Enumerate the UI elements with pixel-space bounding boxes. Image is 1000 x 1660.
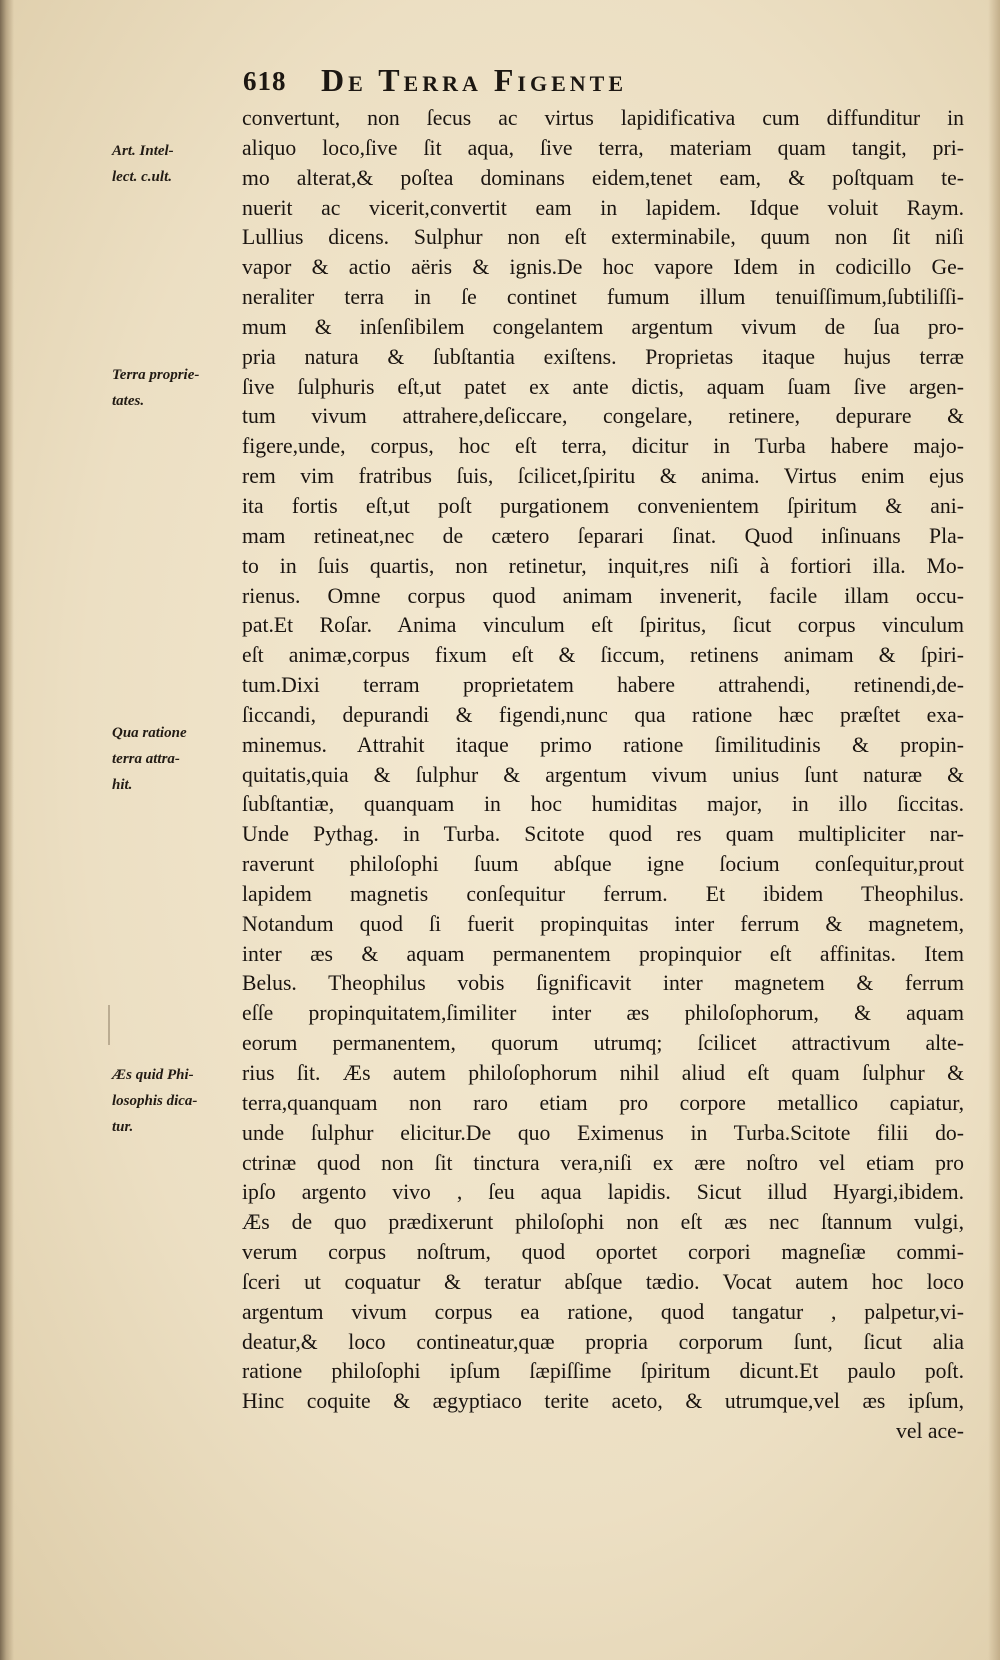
text-line: ſubſtantiæ, quanquam in hoc humiditas major, in illo ſiccitas.	[242, 792, 964, 817]
marginal-note: Terra proprie- tates.	[112, 367, 200, 409]
text-line: eſſe propinquitatem,ſimiliter inter æs philoſophorum, & aquam	[242, 1001, 964, 1026]
text-line: nuerit ac vicerit,convertit eam in lapidem. Idque voluit Raym.	[242, 195, 964, 220]
text-line: ctrinæ quod non ſit tinctura vera,niſi ex ære noſtro vel etiam pro	[242, 1150, 964, 1175]
text-line: ratione philoſophi ipſum ſæpiſſime ſpiritum dicunt.Et paulo poſt.	[242, 1359, 964, 1384]
text-line: minemus. Attrahit itaque primo ratione ſimilitudinis & propin-	[242, 732, 964, 757]
text-line: Æs de quo prædixerunt philoſophi non eſt æs nec ſtannum vulgi,	[242, 1210, 964, 1235]
text-line: neraliter terra in ſe continet fumum illum tenuiſſimum,ſubtiliſſi-	[242, 285, 964, 310]
running-head	[243, 58, 803, 102]
text-line: tum.Dixi terram proprietatem habere attrahendi, retinendi,de-	[242, 673, 964, 698]
text-line: lapidem magnetis conſequitur ferrum. Et ibidem Theophilus.	[242, 881, 964, 906]
text-line: ſceri ut coquatur & teratur abſque tædio. Vocat autem hoc loco	[242, 1269, 964, 1294]
text-line: verum corpus noſtrum, quod oportet corpori magneſiæ commi-	[242, 1240, 964, 1265]
text-line: eſt animæ,corpus fixum eſt & ſiccum, retinens animam & ſpiri-	[242, 643, 964, 668]
page-edge-shadow	[988, 0, 1000, 1660]
text-line: terra,quanquam non raro etiam pro corpore metallico capiatur,	[242, 1090, 964, 1115]
text-line: ſiccandi, depurandi & figendi,nunc qua ratione hæc præſtet exa-	[242, 702, 964, 727]
text-line: aliquo loco,ſive ſit aqua, ſive terra, materiam quam tangit, pri-	[242, 135, 964, 160]
catchword: vel ace-	[895, 1419, 964, 1444]
text-line: Notandum quod ſi fuerit propinquitas inter ferrum & magnetem,	[242, 911, 964, 936]
text-line: Hinc coquite & ægyptiaco terite aceto, & utrumque,vel æs ipſum,	[242, 1389, 964, 1414]
marginal-note: Qua ratione terra attra- hit.	[112, 725, 187, 793]
main-text-block	[242, 104, 964, 1447]
text-line: figere,unde, corpus, hoc eſt terra, dicitur in Turba habere majo-	[242, 434, 964, 459]
text-line: rius ſit. Æs autem philoſophorum nihil aliud eſt quam ſulphur &	[242, 1061, 964, 1085]
text-line: deatur,& loco contineatur,quæ propria corporum ſunt, ſicut alia	[242, 1329, 964, 1354]
text-line: pat.Et Roſar. Anima vinculum eſt ſpiritus, ſicut corpus vinculum	[242, 613, 964, 638]
marginal-note: Art. Intel- lect. c.ult.	[112, 143, 174, 185]
text-line: raverunt philoſophi ſuum abſque igne ſocium conſequitur,prout	[242, 852, 964, 877]
text-line: rienus. Omne corpus quod animam invenerit, facile illam occu-	[242, 583, 964, 608]
text-line: rem vim fratribus ſuis, ſcilicet,ſpiritu & anima. Virtus enim ejus	[242, 464, 964, 489]
text-line: convertunt, non ſecus ac virtus lapidificativa cum diffunditur in	[242, 106, 964, 130]
text-line: to in ſuis quartis, non retinetur, inquit,res niſi à fortiori illa. Mo-	[242, 553, 964, 578]
text-line: ipſo argento vivo , ſeu aqua lapidis. Sicut illud Hyargi,ibidem.	[242, 1180, 964, 1205]
ink-stain	[108, 1005, 110, 1045]
text-line: inter æs & aquam permanentem propinquior eſt affinitas. Item	[242, 941, 964, 966]
page-number: 618	[243, 66, 287, 96]
text-line: Lullius dicens. Sulphur non eſt exterminabile, quum non ſit niſi	[242, 225, 964, 250]
text-line: pria natura & ſubſtantia exiſtens. Proprietas itaque hujus terræ	[242, 344, 964, 369]
text-line: mam retineat,nec de cætero ſeparari ſinat. Quod inſinuans Pla-	[242, 523, 964, 548]
text-line: argentum vivum corpus ea ratione, quod tangatur , palpetur,vi-	[242, 1299, 964, 1324]
text-line: mo alterat,& poſtea dominans eidem,tenet eam, & poſtquam te-	[242, 165, 964, 190]
running-title: De Terra Figente	[321, 62, 628, 98]
text-line: ſive ſulphuris eſt,ut patet ex ante dictis, aquam ſuam ſive argen-	[242, 374, 964, 399]
text-line: tum vivum attrahere,deſiccare, congelare, retinere, depurare &	[242, 404, 964, 429]
text-line: mum & inſenſibilem congelantem argentum vivum de ſua pro-	[242, 314, 964, 339]
page-gutter-shadow	[0, 0, 14, 1660]
marginal-note: Æs quid Phi- losophis dica- tur.	[112, 1067, 198, 1135]
text-line: unde ſulphur elicitur.De quo Eximenus in Turba.Scitote filii do-	[242, 1120, 964, 1145]
text-line: Belus. Theophilus vobis ſignificavit inter magnetem & ferrum	[242, 971, 964, 996]
text-line: ita fortis eſt,ut poſt purgationem convenientem ſpiritum & ani-	[242, 493, 964, 518]
text-line: vapor & actio aëris & ignis.De hoc vapore Idem in codicillo Ge-	[242, 255, 964, 280]
text-line: eorum permanentem, quorum utrumq; ſcilicet attractivum alte-	[242, 1031, 964, 1056]
text-line: quitatis,quia & ſulphur & argentum vivum unius ſunt naturæ &	[242, 762, 964, 787]
text-line: Unde Pythag. in Turba. Scitote quod res quam multipliciter nar-	[242, 822, 964, 847]
